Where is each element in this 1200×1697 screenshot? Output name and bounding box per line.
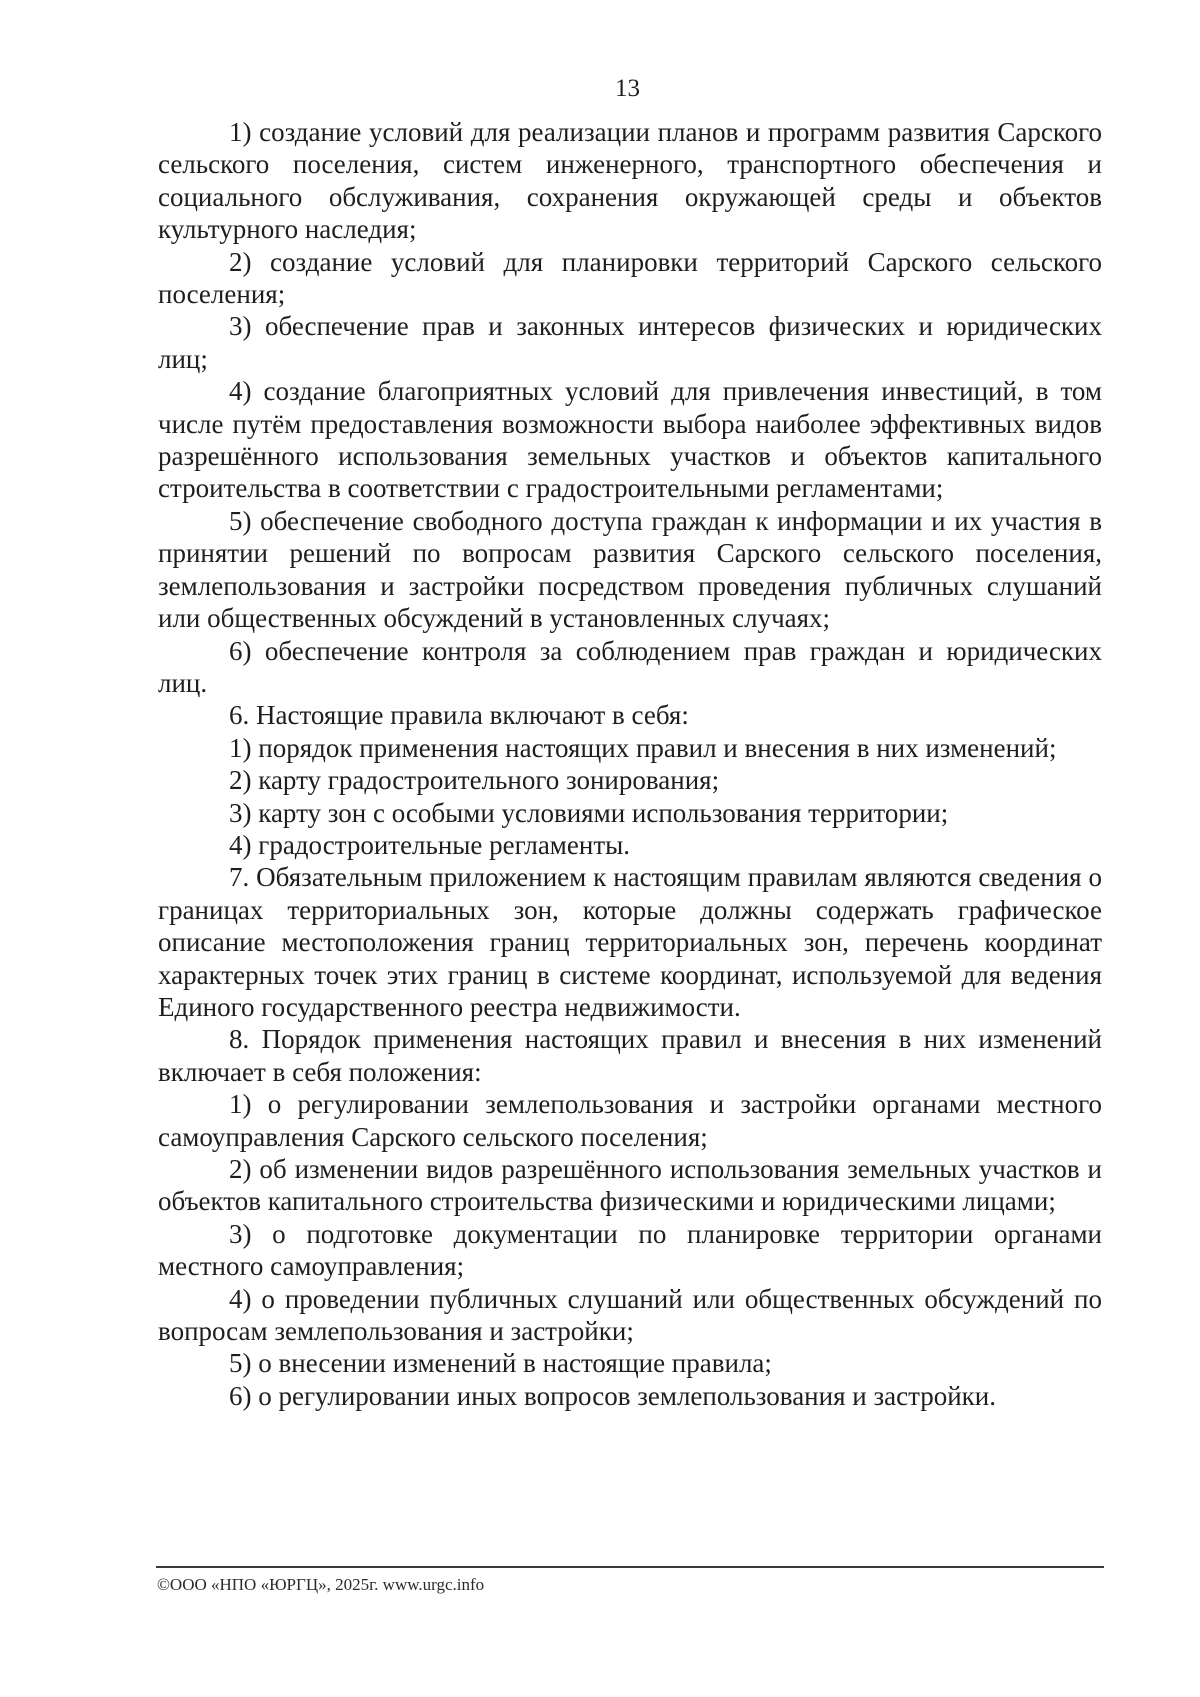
list-item: 2) об изменении видов разрешённого использования земельных участков и объектов капитального строительства физическими и юридическими лицами; bbox=[158, 1154, 1102, 1217]
list-item: 1) о регулировании землепользования и застройки органами местного самоуправления Сарского сельского поселения; bbox=[158, 1089, 1102, 1152]
list-item: 3) обеспечение прав и законных интересов физических и юридических лиц; bbox=[158, 311, 1102, 374]
footer-divider bbox=[156, 1566, 1104, 1568]
list-item: 6) обеспечение контроля за соблюдением прав граждан и юридических лиц. bbox=[158, 635, 1102, 698]
list-item: 3) карту зон с особыми условиями использования территории; bbox=[229, 797, 949, 828]
footer-copyright: ©ООО «НПО «ЮРГЦ», 2025г. www.urgc.info bbox=[157, 1575, 485, 1594]
list-item: 5) о внесении изменений в настоящие правила; bbox=[229, 1348, 772, 1379]
list-item: 4) о проведении публичных слушаний или общественных обсуждений по вопросам землепользования и застройки; bbox=[158, 1283, 1102, 1347]
list-item: 5) обеспечение свободного доступа граждан к информации и их участия в принятии решений по вопросам развития Сарского сельского поселения, землепользования и застройки посредством проведения публичных слушаний или общественных обсуждений в установленных случаях; bbox=[158, 505, 1102, 634]
list-item: 6) о регулировании иных вопросов землепользования и застройки. bbox=[229, 1380, 996, 1411]
list-item: 2) создание условий для планировки территорий Сарского сельского поселения; bbox=[158, 246, 1102, 310]
list-item: 1) создание условий для реализации планов и программ развития Сарского сельского поселения, систем инженерного, транспортного обеспечения и социального обслуживания, сохранения окружающей среды и объектов культурного наследия; bbox=[158, 117, 1102, 245]
list-item: 4) создание благоприятных условий для привлечения инвестиций, в том числе путём предоставления возможности выбора наиболее эффективных видов разрешённого использования земельных участков и объектов капитального строительства в соответствии с градостроительными регламентами; bbox=[158, 376, 1102, 504]
list-item: 4) градостроительные регламенты. bbox=[229, 829, 631, 860]
section-paragraph: 8. Порядок применения настоящих правил и внесения в них изменений включает в себя положения: bbox=[158, 1024, 1102, 1087]
section-paragraph: 7. Обязательным приложением к настоящим правилам являются сведения о границах территориальных зон, которые должны содержать графическое описание местоположения границ территориальных зон, перечень координат характерных точек этих границ в системе координат, используемой для ведения Единого государственного реестра недвижимости. bbox=[158, 862, 1102, 1022]
section-paragraph: 6. Настоящие правила включают в себя: bbox=[229, 700, 689, 731]
list-item: 2) карту градостроительного зонирования; bbox=[229, 765, 720, 796]
page-number: 13 bbox=[615, 75, 640, 102]
body-text bbox=[158, 116, 1102, 1412]
list-item: 1) порядок применения настоящих правил и внесения в них изменений; bbox=[229, 732, 1057, 763]
list-item: 3) о подготовке документации по планировке территории органами местного самоуправления; bbox=[158, 1218, 1102, 1282]
